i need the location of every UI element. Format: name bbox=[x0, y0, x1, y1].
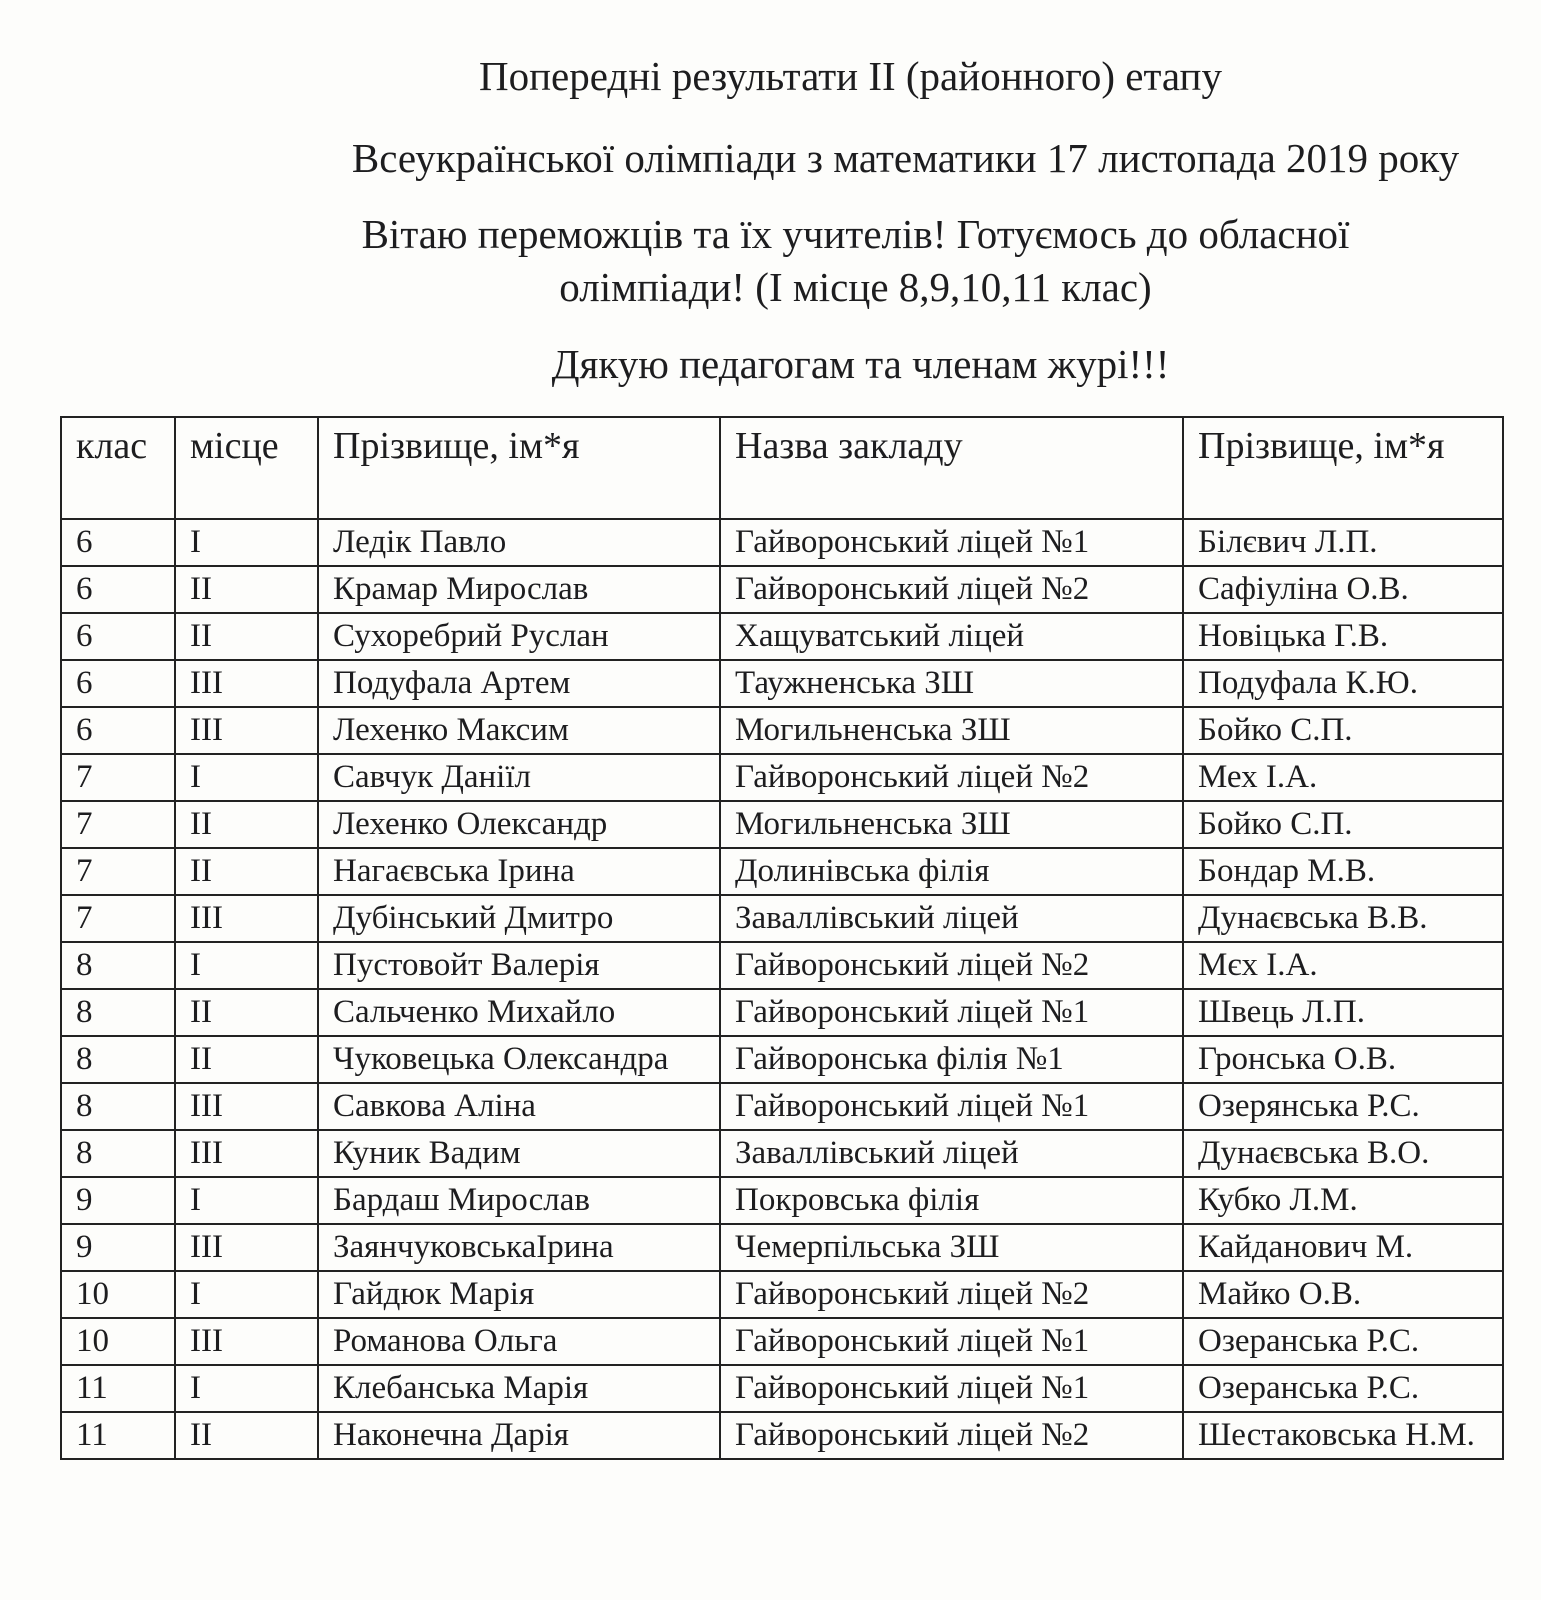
cell-teacher-name: Бойко С.П. bbox=[1183, 801, 1503, 848]
cell-class: 6 bbox=[61, 707, 175, 754]
cell-teacher-name: Бойко С.П. bbox=[1183, 707, 1503, 754]
cell-place: III bbox=[175, 707, 318, 754]
cell-teacher-name: Білєвич Л.П. bbox=[1183, 519, 1503, 566]
cell-place: I bbox=[175, 754, 318, 801]
column-header-class: клас bbox=[61, 417, 175, 519]
table-row bbox=[61, 942, 1503, 989]
cell-teacher-name: Мех І.А. bbox=[1183, 754, 1503, 801]
cell-student-name: Сухоребрий Руслан bbox=[318, 613, 720, 660]
table-row bbox=[61, 989, 1503, 1036]
cell-student-name: Клебанська Марія bbox=[318, 1365, 720, 1412]
cell-student-name: Дубінський Дмитро bbox=[318, 895, 720, 942]
cell-school: Гайворонська філія №1 bbox=[720, 1036, 1183, 1083]
table-row bbox=[61, 848, 1503, 895]
cell-teacher-name: Озеранська Р.С. bbox=[1183, 1365, 1503, 1412]
table-row bbox=[61, 1224, 1503, 1271]
table-row bbox=[61, 895, 1503, 942]
table-row bbox=[61, 1177, 1503, 1224]
greeting-line-1: Вітаю переможців та їх учителів! Готуємось до обласної bbox=[361, 211, 1350, 257]
table-header-row bbox=[61, 417, 1503, 519]
cell-teacher-name: Сафіуліна О.В. bbox=[1183, 566, 1503, 613]
thanks-line: Дякую педагогам та членам журі!!! bbox=[551, 341, 1170, 387]
cell-school: Гайворонський ліцей №1 bbox=[720, 989, 1183, 1036]
table-row bbox=[61, 1318, 1503, 1365]
cell-place: II bbox=[175, 848, 318, 895]
cell-school: Гайворонський ліцей №1 bbox=[720, 1083, 1183, 1130]
cell-class: 8 bbox=[61, 1083, 175, 1130]
column-header-school: Назва закладу bbox=[720, 417, 1183, 519]
cell-class: 8 bbox=[61, 942, 175, 989]
cell-place: II bbox=[175, 566, 318, 613]
cell-teacher-name: Новіцька Г.В. bbox=[1183, 613, 1503, 660]
cell-class: 7 bbox=[61, 895, 175, 942]
cell-class: 11 bbox=[61, 1365, 175, 1412]
cell-school: Могильненська ЗШ bbox=[720, 707, 1183, 754]
cell-school: Таужненська ЗШ bbox=[720, 660, 1183, 707]
cell-student-name: Савчук Даніїл bbox=[318, 754, 720, 801]
cell-class: 6 bbox=[61, 566, 175, 613]
cell-place: II bbox=[175, 801, 318, 848]
column-header-place: місце bbox=[175, 417, 318, 519]
cell-student-name: Чуковецька Олександра bbox=[318, 1036, 720, 1083]
table-row bbox=[61, 613, 1503, 660]
column-header-student-name: Прізвище, ім*я bbox=[318, 417, 720, 519]
cell-school: Хащуватський ліцей bbox=[720, 613, 1183, 660]
cell-place: III bbox=[175, 1318, 318, 1365]
cell-teacher-name: Гронська О.В. bbox=[1183, 1036, 1503, 1083]
cell-school: Гайворонський ліцей №2 bbox=[720, 566, 1183, 613]
cell-school: Заваллівський ліцей bbox=[720, 1130, 1183, 1177]
cell-teacher-name: Озеранська Р.С. bbox=[1183, 1318, 1503, 1365]
cell-class: 10 bbox=[61, 1271, 175, 1318]
cell-teacher-name: Мєх І.А. bbox=[1183, 942, 1503, 989]
cell-school: Гайворонський ліцей №1 bbox=[720, 1365, 1183, 1412]
cell-place: III bbox=[175, 895, 318, 942]
cell-teacher-name: Подуфала К.Ю. bbox=[1183, 660, 1503, 707]
cell-class: 11 bbox=[61, 1412, 175, 1459]
cell-student-name: Наконечна Дарія bbox=[318, 1412, 720, 1459]
cell-class: 10 bbox=[61, 1318, 175, 1365]
cell-class: 8 bbox=[61, 989, 175, 1036]
cell-student-name: Пустовойт Валерія bbox=[318, 942, 720, 989]
cell-student-name: Подуфала Артем bbox=[318, 660, 720, 707]
cell-school: Могильненська ЗШ bbox=[720, 801, 1183, 848]
table-row bbox=[61, 1271, 1503, 1318]
cell-school: Гайворонський ліцей №1 bbox=[720, 519, 1183, 566]
cell-place: II bbox=[175, 1036, 318, 1083]
cell-place: I bbox=[175, 1177, 318, 1224]
cell-place: III bbox=[175, 1083, 318, 1130]
cell-school: Долинівська філія bbox=[720, 848, 1183, 895]
cell-student-name: Савкова Аліна bbox=[318, 1083, 720, 1130]
table-row bbox=[61, 707, 1503, 754]
greeting-line-2: олімпіади! (I місце 8,9,10,11 клас) bbox=[559, 264, 1152, 310]
cell-place: I bbox=[175, 519, 318, 566]
cell-student-name: Лехенко Олександр bbox=[318, 801, 720, 848]
table-row bbox=[61, 566, 1503, 613]
table-row bbox=[61, 1130, 1503, 1177]
cell-student-name: Сальченко Михайло bbox=[318, 989, 720, 1036]
cell-class: 9 bbox=[61, 1224, 175, 1271]
cell-place: I bbox=[175, 942, 318, 989]
cell-student-name: Лехенко Максим bbox=[318, 707, 720, 754]
cell-student-name: Романова Ольга bbox=[318, 1318, 720, 1365]
cell-class: 7 bbox=[61, 848, 175, 895]
cell-place: I bbox=[175, 1365, 318, 1412]
cell-class: 8 bbox=[61, 1130, 175, 1177]
cell-student-name: Нагаєвська Ірина bbox=[318, 848, 720, 895]
cell-school: Гайворонський ліцей №2 bbox=[720, 1271, 1183, 1318]
cell-school: Заваллівський ліцей bbox=[720, 895, 1183, 942]
table-row bbox=[61, 1036, 1503, 1083]
cell-class: 6 bbox=[61, 613, 175, 660]
title-line-1: Попередні результати II (районного) етапу bbox=[479, 53, 1222, 99]
cell-school: Гайворонський ліцей №2 bbox=[720, 942, 1183, 989]
cell-place: II bbox=[175, 989, 318, 1036]
cell-school: Гайворонський ліцей №2 bbox=[720, 1412, 1183, 1459]
cell-school: Гайворонський ліцей №2 bbox=[720, 754, 1183, 801]
cell-teacher-name: Кайданович М. bbox=[1183, 1224, 1503, 1271]
table-row bbox=[61, 1365, 1503, 1412]
cell-place: III bbox=[175, 1130, 318, 1177]
table-row bbox=[61, 1412, 1503, 1459]
cell-teacher-name: Бондар М.В. bbox=[1183, 848, 1503, 895]
cell-teacher-name: Шестаковська Н.М. bbox=[1183, 1412, 1503, 1459]
cell-class: 7 bbox=[61, 754, 175, 801]
cell-teacher-name: Майко О.В. bbox=[1183, 1271, 1503, 1318]
table-row bbox=[61, 1083, 1503, 1130]
cell-school: Покровська філія bbox=[720, 1177, 1183, 1224]
table-row bbox=[61, 660, 1503, 707]
cell-place: III bbox=[175, 660, 318, 707]
cell-teacher-name: Озерянська Р.С. bbox=[1183, 1083, 1503, 1130]
cell-student-name: Гайдюк Марія bbox=[318, 1271, 720, 1318]
cell-place: II bbox=[175, 613, 318, 660]
cell-teacher-name: Швець Л.П. bbox=[1183, 989, 1503, 1036]
results-table bbox=[60, 416, 1504, 1460]
table-row bbox=[61, 754, 1503, 801]
results-body bbox=[61, 519, 1503, 1459]
table-row bbox=[61, 801, 1503, 848]
cell-student-name: Куник Вадим bbox=[318, 1130, 720, 1177]
cell-class: 6 bbox=[61, 519, 175, 566]
cell-place: I bbox=[175, 1271, 318, 1318]
cell-school: Чемерпільська ЗШ bbox=[720, 1224, 1183, 1271]
cell-place: II bbox=[175, 1412, 318, 1459]
cell-class: 9 bbox=[61, 1177, 175, 1224]
cell-school: Гайворонський ліцей №1 bbox=[720, 1318, 1183, 1365]
column-header-teacher-name: Прізвище, ім*я bbox=[1183, 417, 1503, 519]
cell-class: 6 bbox=[61, 660, 175, 707]
cell-place: III bbox=[175, 1224, 318, 1271]
title-line-2: Всеукраїнської олімпіади з математики 17 листопада 2019 року bbox=[351, 135, 1460, 181]
cell-student-name: Бардаш Мирослав bbox=[318, 1177, 720, 1224]
cell-class: 7 bbox=[61, 801, 175, 848]
cell-teacher-name: Дунаєвська В.О. bbox=[1183, 1130, 1503, 1177]
cell-teacher-name: Кубко Л.М. bbox=[1183, 1177, 1503, 1224]
cell-teacher-name: Дунаєвська В.В. bbox=[1183, 895, 1503, 942]
cell-student-name: ЗаянчуковськаІрина bbox=[318, 1224, 720, 1271]
cell-student-name: Ледік Павло bbox=[318, 519, 720, 566]
cell-class: 8 bbox=[61, 1036, 175, 1083]
cell-student-name: Крамар Мирослав bbox=[318, 566, 720, 613]
table-row bbox=[61, 519, 1503, 566]
